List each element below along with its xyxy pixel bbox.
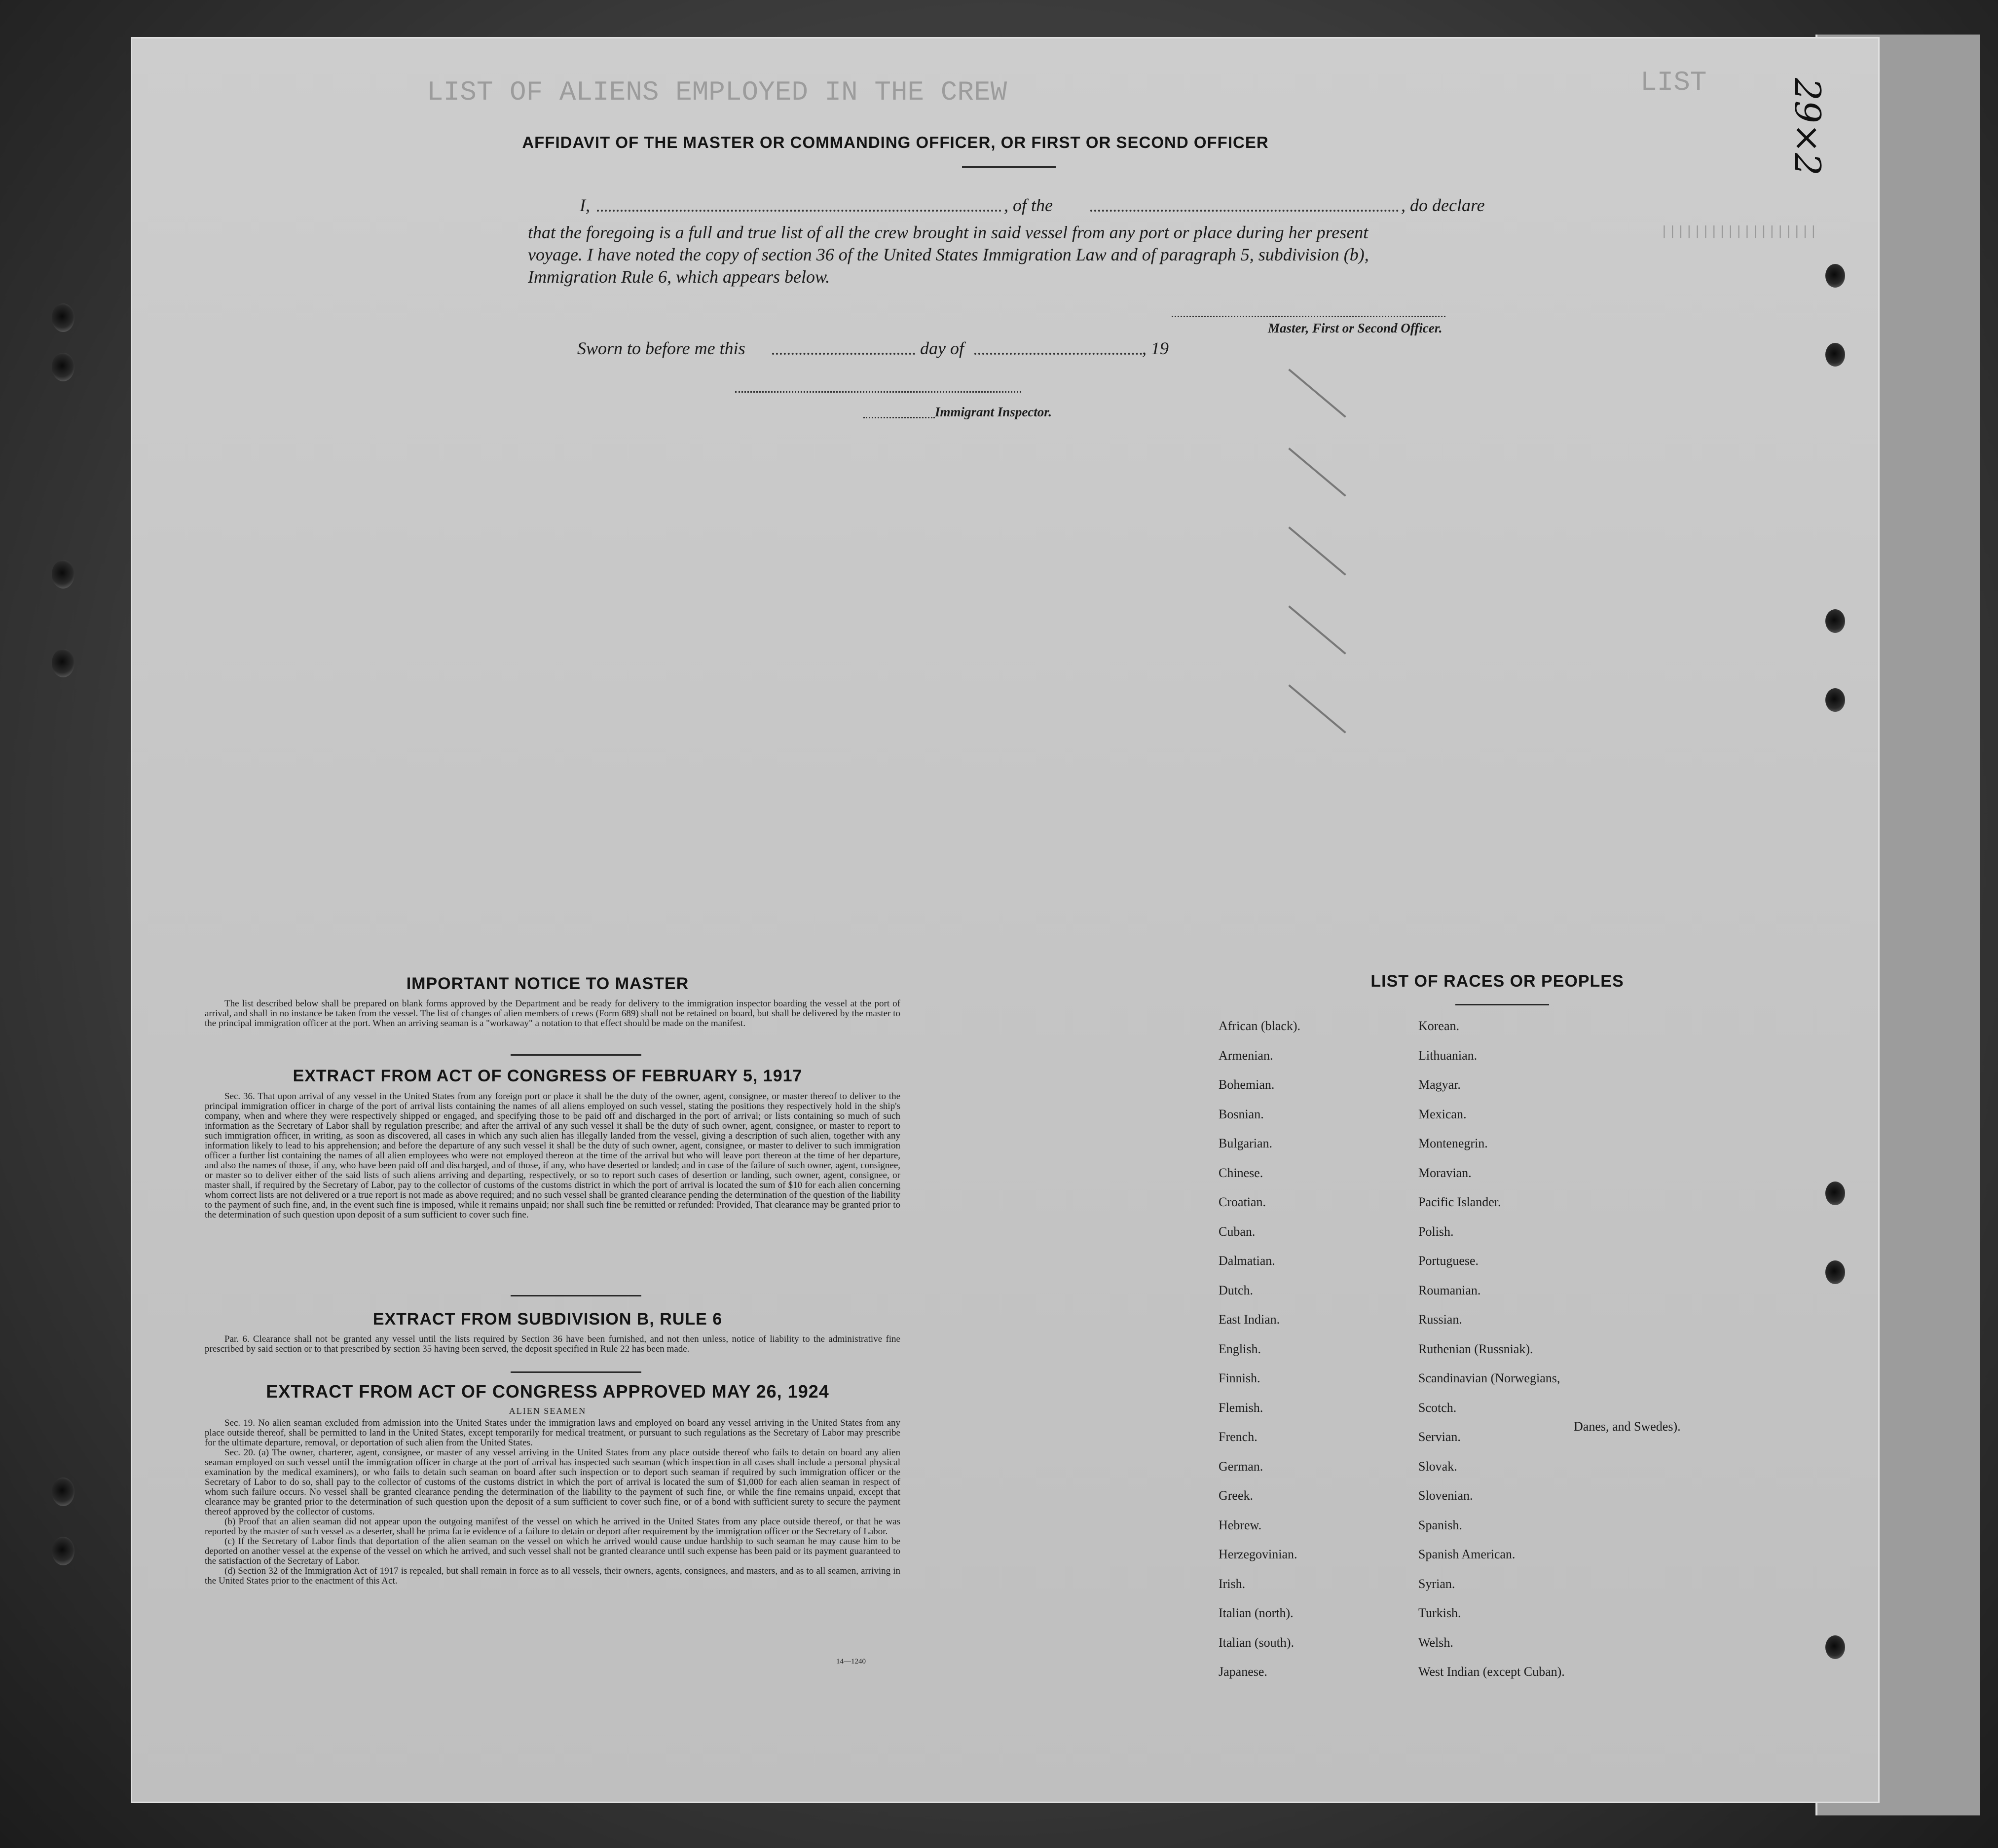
- race-item: Japanese.: [1219, 1664, 1267, 1679]
- race-item: Scotch.: [1418, 1400, 1457, 1415]
- race-item: Roumanian.: [1418, 1283, 1481, 1297]
- inspector-label: Immigrant Inspector.: [935, 405, 1052, 419]
- race-item: Spanish.: [1418, 1517, 1462, 1532]
- affidavit-line-4: Immigration Rule 6, which appears below.: [528, 267, 830, 287]
- punch-hole: [52, 649, 74, 677]
- race-item: Bulgarian.: [1219, 1136, 1273, 1150]
- extract-1917-text: Sec. 36. That upon arrival of any vessel in the United States from any foreign port or place it shall be the duty of the owner, agent, consignee, or master thereof to deliver to the principal immigration officer in charge of the port of arrival lists containing the names of all aliens employed on such vessel, stating the positions they respectively hold in the ship's company, when and where they were respectively shipped or engaged, and specifying those to be paid off and discharged in the port of arrival; or lists containing so much of such information as the Secretary of Labor shall by regulation prescribe; and after the arrival of any such vessel it shall be the duty of such owner, agent, consignee, or master to report to such immigration officer, in writing, as soon as discovered, all cases in which any such alien has illegally landed from the vessel, giving a description of such alien, together with any information likely to lead to his apprehension; and before the departure of any such vessel it shall be the duty of such owner, agent, consignee, or master to deliver to such immigration officer a further list containing the names of all alien employees who were not employed thereon at the time of the arrival but who will leave port thereon at the time of her departure, and also the names of those, if any, who have been paid off and discharged, and of those, if any, who have deserted or landed; and in case of the failure of such owner, agent, consignee, or master so to deliver either of the said lists of such aliens arriving and departing, respectively, or so to report such cases of desertion or landing, such owner, agent, consignee, or master shall, if required by the Secretary of Labor, pay to the collector of customs of the customs district in which the port of arrival is located the sum of $10 for each alien concerning whom correct lists are not delivered or a true report is not made as above required; and no such vessel shall be granted clearance pending the determination of the question of the liability to the payment of such fine, and, in the event such fine is imposed, while it remains unpaid; nor shall such fine be remitted or refunded: Provided, That clearance may be granted prior to the determination of such question upon deposit of a sum sufficient to cover such fine.: [205, 1091, 900, 1220]
- race-item: African (black).: [1219, 1019, 1301, 1033]
- sworn-month-blank[interactable]: [974, 353, 1142, 355]
- race-item: Mexican.: [1418, 1107, 1467, 1121]
- divider: [511, 1295, 641, 1296]
- race-item: Dalmatian.: [1219, 1254, 1275, 1268]
- punch-hole: [1825, 609, 1845, 633]
- race-item: Flemish.: [1219, 1400, 1263, 1415]
- races-title-divider: [1455, 1004, 1549, 1005]
- day-of-label: day of: [920, 338, 964, 358]
- race-item: Welsh.: [1418, 1635, 1453, 1650]
- faint-pen-mark: [1288, 447, 1346, 496]
- punch-hole: [1825, 264, 1845, 288]
- race-item: Syrian.: [1418, 1576, 1455, 1591]
- punch-hole: [1825, 1182, 1845, 1205]
- faint-pen-mark: [1288, 526, 1346, 575]
- race-item: Herzegovinian.: [1219, 1547, 1297, 1561]
- race-item: Slovenian.: [1418, 1488, 1473, 1503]
- race-item: Bohemian.: [1219, 1077, 1275, 1092]
- year-label: , 19: [1142, 338, 1169, 358]
- divider: [511, 1054, 641, 1056]
- race-item: Danes, and Swedes).: [1574, 1419, 1681, 1434]
- race-item: Finnish.: [1219, 1371, 1260, 1385]
- race-item: Italian (south).: [1219, 1635, 1295, 1650]
- extract-1924-subtitle: ALIEN SEAMEN: [509, 1406, 587, 1416]
- extract-1924-title: EXTRACT FROM ACT OF CONGRESS APPROVED MAY 26, 1924: [266, 1381, 829, 1402]
- races-title: LIST OF RACES OR PEOPLES: [1370, 972, 1624, 991]
- race-item: Spanish American.: [1418, 1547, 1516, 1561]
- name-blank[interactable]: [597, 210, 1001, 212]
- affidavit-line-2: that the foregoing is a full and true list of all the crew brought in said vessel from any port or place during her present: [528, 222, 1369, 242]
- extract-1917-title: EXTRACT FROM ACT OF CONGRESS OF FEBRUARY 5, 1917: [293, 1067, 803, 1085]
- race-item: Polish.: [1418, 1224, 1454, 1239]
- punch-hole: [1825, 343, 1845, 367]
- bleed-through-text: LIST: [1640, 67, 1707, 98]
- master-signature-label: Master, First or Second Officer.: [1268, 321, 1443, 335]
- extract-1924-text: Sec. 19. No alien seaman excluded from admission into the United States under the immigration laws and employed on board any vessel arriving in the United States from any place outside thereof, shall be permitted to land in the United States, except temporarily for medical treatment, or pursuant to such regulations as the Secretary of Labor may prescribe for the ultimate departure, removal, or deportation of such alien from the United States. Sec. 20. (a) The owner, charterer, agent, consignee, or master of any vessel arriving in the United States from any place outside thereof who fails to detain on board any alien seaman employed on such vessel until the immigration officer in charge at the port of arrival has inspected such seaman (which inspection in all cases shall include a personal physical examination by the medical examiners), or who fails to detain such seaman on board after such inspection or to deport such seaman if required by such immigration officer or the Secretary of Labor to do so, shall pay to the collector of customs of the customs district in which the port of arrival is located the sum of $1,000 for each alien seaman in respect of whom such failure occurs. No vessel shall be granted clearance pending the determination of the liability to the payment of such fine, or while the fine remains unpaid, except that clearance may be granted prior to the determination of such question upon the deposit of a sum sufficient to cover such fine, or of a bond with sufficient surety to secure the payment thereof approved by the collector of customs. (b) Proof that an alien seaman did not appear upon the outgoing manifest of the vessel on which he arrived in the United States from any place outside thereof, or that he was reported by the master of such vessel as a deserter, shall be prima facie evidence of a failure to detain or deport after requirement by the immigration officer or the Secretary of Labor. (c) If the Secretary of Labor finds that deportation of the alien seaman on the vessel on which he arrived would cause undue hardship to such seaman he may cause him to be deported on another vessel at the expense of the vessel on which he arrived, and such vessel shall not be granted clearance until such expense has been paid or its payment guaranteed to the satisfaction of the Secretary of Labor. (d) Section 32 of the Immigration Act of 1917 is repealed, but shall remain in force as to all vessels, their owners, agents, consignees, and masters, and as to all seamen, arriving in the United States prior to the enactment of this Act.: [205, 1418, 900, 1586]
- race-item: Turkish.: [1418, 1606, 1461, 1620]
- race-item: Hebrew.: [1219, 1517, 1262, 1532]
- margin-handwritten-mark: 29×2: [1786, 78, 1828, 176]
- punch-hole: [52, 1537, 74, 1565]
- affidavit-i-label: I,: [580, 195, 590, 215]
- race-item: French.: [1219, 1430, 1258, 1444]
- race-item: Servian.: [1418, 1430, 1461, 1444]
- race-item: Scandinavian (Norwegians,: [1418, 1371, 1560, 1385]
- affidavit-title: AFFIDAVIT OF THE MASTER OR COMMANDING OFFICER, OR FIRST OR SECOND OFFICER: [522, 133, 1269, 151]
- form-number: 14—1240: [836, 1658, 866, 1665]
- race-item: English.: [1219, 1341, 1261, 1356]
- master-signature-blank[interactable]: [1172, 316, 1445, 317]
- sworn-day-blank[interactable]: [772, 353, 915, 355]
- race-item: West Indian (except Cuban).: [1418, 1664, 1565, 1679]
- race-item: Slovak.: [1418, 1459, 1457, 1474]
- race-item: Irish.: [1219, 1576, 1246, 1591]
- notice-title: IMPORTANT NOTICE TO MASTER: [406, 974, 689, 993]
- divider: [511, 1371, 641, 1373]
- bleed-through-text: LIST OF ALIENS EMPLOYED IN THE CREW: [427, 76, 1007, 108]
- punch-hole: [52, 353, 74, 381]
- race-item: Greek.: [1219, 1488, 1254, 1503]
- race-item: Pacific Islander.: [1418, 1195, 1501, 1209]
- faint-pen-mark: [1288, 605, 1346, 654]
- race-item: Italian (north).: [1219, 1606, 1294, 1620]
- punch-hole: [52, 560, 74, 589]
- race-item: Ruthenian (Russniak).: [1418, 1341, 1533, 1356]
- manifest-back-page: [131, 37, 1880, 1803]
- extract-rule6-title: EXTRACT FROM SUBDIVISION B, RULE 6: [372, 1310, 723, 1329]
- affidavit-declare-label: , do declare: [1401, 195, 1485, 215]
- race-item: Korean.: [1418, 1019, 1460, 1033]
- affidavit-of-the-label: , of the: [1004, 195, 1053, 215]
- race-item: Croatian.: [1219, 1195, 1266, 1209]
- faint-pen-mark: [1288, 369, 1346, 417]
- race-item: German.: [1219, 1459, 1263, 1474]
- race-item: Montenegrin.: [1418, 1136, 1488, 1150]
- punch-hole: [1825, 1260, 1845, 1284]
- race-item: East Indian.: [1219, 1312, 1280, 1327]
- bleed-through-text: |||||||||||||||||||: [1660, 224, 1818, 240]
- inspector-signature-blank[interactable]: [735, 391, 1021, 393]
- punch-hole: [52, 1478, 74, 1506]
- race-item: Chinese.: [1219, 1165, 1263, 1180]
- race-item: Bosnian.: [1219, 1107, 1264, 1121]
- race-item: Dutch.: [1219, 1283, 1254, 1297]
- extract-rule6-text: Par. 6. Clearance shall not be granted any vessel until the lists required by Section 36 have been furnished, and not then unless, notice of liability to the administrative fine prescribed by said section or to that prescribed by section 35 having been served, the deposit specified in Rule 22 has been made.: [205, 1334, 900, 1354]
- race-item: Moravian.: [1418, 1165, 1472, 1180]
- title-divider: [962, 166, 1056, 168]
- notice-text: The list described below shall be prepared on blank forms approved by the Department and be ready for delivery to the immigration inspector boarding the vessel at the port of arrival, and shall in no instance be taken from the vessel. The list of changes of alien members of crews (Form 689) shall not be retained on board, but shall be delivered by the master to the principal immigration officer at the port. When an arriving seaman is a "workaway" a notation to that effect should be made on the manifest.: [205, 998, 900, 1029]
- punch-hole: [52, 303, 74, 332]
- punch-hole: [1825, 1635, 1845, 1659]
- vessel-blank[interactable]: [1090, 210, 1399, 212]
- race-item: Lithuanian.: [1418, 1048, 1478, 1063]
- faint-pen-mark: [1288, 684, 1346, 733]
- race-item: Armenian.: [1219, 1048, 1273, 1063]
- inspector-blank-short: [863, 417, 935, 418]
- race-item: Russian.: [1418, 1312, 1462, 1327]
- race-item: Cuban.: [1219, 1224, 1256, 1239]
- sworn-label: Sworn to before me this: [577, 338, 745, 358]
- punch-hole: [1825, 688, 1845, 712]
- affidavit-line-3: voyage. I have noted the copy of section 36 of the United States Immigration Law and of paragraph 5, subdivision (b),: [528, 245, 1369, 264]
- race-item: Magyar.: [1418, 1077, 1461, 1092]
- race-item: Portuguese.: [1418, 1254, 1479, 1268]
